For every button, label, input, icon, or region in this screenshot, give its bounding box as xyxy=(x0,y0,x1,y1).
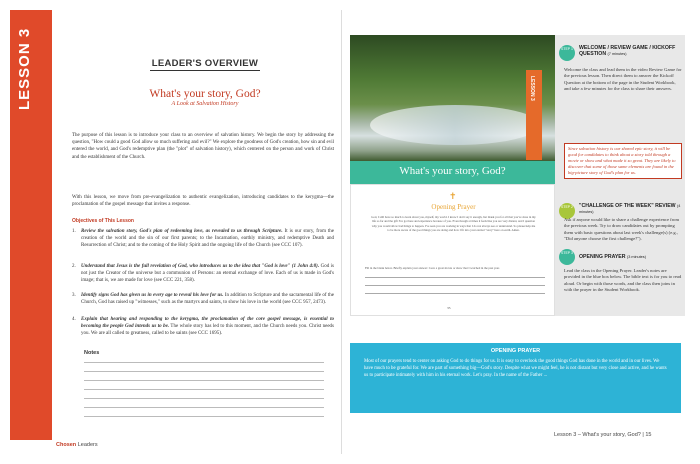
workbook-page-preview xyxy=(350,184,555,316)
right-footer: Lesson 3 – What's your story, God? | 15 xyxy=(554,432,652,438)
objective-lead: Identify signs God has given us in every age to reveal his love for us. xyxy=(81,293,224,298)
objective-item xyxy=(72,228,334,250)
objective-number: 2. xyxy=(72,264,76,269)
step-body: Welcome the class and lead them in the video Review Game for the previous lesson. Then direct them to answer the Kickoff Question at the bottom of the page in the Student Workbook, and take a few minutes for the class to share their answers. xyxy=(564,67,682,92)
answer-line xyxy=(365,285,545,286)
stream-photo xyxy=(350,35,555,161)
answer-line xyxy=(365,293,545,294)
right-page xyxy=(342,10,690,454)
step-badge: STEP 3 xyxy=(559,249,575,265)
brand-logo: Chosen xyxy=(56,442,77,448)
notes-heading: Notes xyxy=(84,350,100,356)
workbook-lesson-tab xyxy=(526,70,542,160)
answer-line xyxy=(365,277,545,278)
step-minutes: (4 minutes) xyxy=(579,204,681,215)
notes-line xyxy=(84,362,324,363)
objective-lead: Explain that hearing and responding to the kerygma, the proclamation of the core gospel message, is essential to becoming the people God intends us to be. xyxy=(81,317,334,330)
workbook-prayer-text: God, I still have so much to learn about you, myself, my world. I know I don't say it enough, but thank you for all that you've done in my life so far and the gift I've got here and experience because of you. Even though at times it feels like you are very distant, and I question why you would allow bad things to happen. I've seen you are working in ways that I do not always see or understand. So please help me to be more aware of the good things you are doing and how I fit into your eternal "story" here on earth. Amen. xyxy=(371,215,536,233)
step-minutes: (7 minutes) xyxy=(607,52,627,57)
objective-item xyxy=(72,263,334,285)
objective-lead: Understand that Jesus is the full revelation of God, who introduces us to the idea that "God is love" (1 John 4:8). xyxy=(81,264,320,269)
story-subtitle: A Look at Salvation History xyxy=(171,101,239,107)
left-page xyxy=(10,10,342,454)
objective-lead: Review the salvation story, God's plan of redeeming love, as revealed to us through Scripture. xyxy=(81,229,283,234)
objective-text: The whole story has led to this moment, and the Church needs you. Christ needs you. We are all called to greatness, called to be saints (see CCC 1695). xyxy=(81,324,335,337)
notes-line xyxy=(84,389,324,390)
objective-number: 1. xyxy=(72,229,76,234)
title-underline xyxy=(150,70,260,71)
workbook-lesson-tab-label: LESSON 3 xyxy=(529,76,535,101)
notes-line xyxy=(84,380,324,381)
kerygma-paragraph: With this lesson, we move from pre-evangelization to authentic evangelization, introducing candidates to the kerygma—the proclamation of the gospel message that invites a response. xyxy=(72,195,334,208)
step-title: "CHALLENGE OF THE WEEK" REVIEW (4 minutes) xyxy=(579,203,681,215)
objective-item xyxy=(72,316,334,338)
left-footer xyxy=(56,442,98,448)
objective-text: In addition to Scripture and the sacramental life of the Church, God has raised up "witnesses," such as the martyrs and saints, to show his love in the world (see CCC 957, 2473). xyxy=(81,293,334,306)
lesson-side-tab xyxy=(10,10,52,440)
objective-item xyxy=(72,292,334,306)
footer-label: Leaders xyxy=(77,442,98,448)
objective-number: 4. xyxy=(72,317,76,322)
objective-text: It is our story, from the creation of the world and the sin of our first parents; to the Incarnation, earthly ministry, and redemptive Death and Resurrection of Christ; and to the coming of the Holy Spirit and the ongoing life of the Church (see CCC 107). xyxy=(81,229,334,249)
step-body: Lead the class in the Opening Prayer. Leader's notes are provided in the blue box below. The bible text is for you to read aloud. Or begin with those words, and the class then joins in with the prayer in the Student Workbook. xyxy=(564,268,682,293)
opening-prayer-box xyxy=(350,343,681,413)
step-badge: STEP 2 xyxy=(559,203,575,219)
leader-callout: Since salvation history is our shared epic story, it will be good for candidates to think about a story told through a movie or show and what made it so great. They are likely to discover that some of those same elements are found in the big-picture story of God's plan for us. xyxy=(564,143,682,179)
leader-steps-panel xyxy=(555,35,685,316)
opening-prayer-heading: OPENING PRAYER xyxy=(490,348,541,354)
section-title: LEADER'S OVERVIEW xyxy=(151,58,259,69)
objectives-heading: Objectives of This Lesson xyxy=(72,218,134,224)
notes-line xyxy=(84,398,324,399)
cross-icon: ✝ xyxy=(449,191,457,201)
lesson-tab-label: LESSON 3 xyxy=(16,28,33,111)
notes-line xyxy=(84,416,324,417)
step-title: OPENING PRAYER (3 minutes) xyxy=(579,254,646,260)
workbook-prayer-title: Opening Prayer xyxy=(431,203,476,211)
notes-line xyxy=(84,371,324,372)
notes-line xyxy=(84,407,324,408)
workbook-question: Fill in the blank below. Briefly explain your answer: I saw a great movie or show that I watched in the past year. xyxy=(365,266,500,270)
step-badge: STEP 1 xyxy=(559,45,575,61)
workbook-title-bar xyxy=(350,161,555,184)
story-title: What's your story, God? xyxy=(149,88,261,100)
step-minutes: (3 minutes) xyxy=(626,255,646,259)
workbook-title: What's your story, God? xyxy=(399,165,506,177)
opening-prayer-text: Most of our prayers tend to center on asking God to do things for us. It is easy to overlook the good things God has done in the world and in our lives. We have much to be grateful for. We are part of something big—God's story. Despite what we might feel, he is not distant but very close and active, and he wants us to participate intimately with him in his eternal work. Let's pray. In the name of the Father ... xyxy=(364,359,667,378)
step-title: WELCOME / REVIEW GAME / KICKOFF QUESTION (7 minutes) xyxy=(579,45,676,58)
objective-text: God is not just the Creator of the universe but a communion of Persons: an eternal exchange of love. Each of us is made in God's image; that is, we are made for love (see CCC 221, 358). xyxy=(81,264,334,284)
purpose-paragraph: The purpose of this lesson is to introduce your class to an overview of salvation history. We begin the story by addressing the question, "How could a good God allow so much suffering and evil?" We explore the goodness of God's creation, how sin and evil entered the world, and God's redemptive plan (the "plot" of salvation history), which centered on the person and work of Christ and the establishment of the Church. xyxy=(72,133,334,160)
step-body: Ask if anyone would like to share a challenge experience from the previous week. Try to draw candidates out by prompting them with basic questions about last week's challenge(s) (e.g., "Did anyone choose the first challenge?"). xyxy=(564,217,680,242)
workbook-page-number: 35 xyxy=(447,306,451,310)
stream-water xyxy=(370,105,540,145)
objective-number: 3. xyxy=(72,293,76,298)
